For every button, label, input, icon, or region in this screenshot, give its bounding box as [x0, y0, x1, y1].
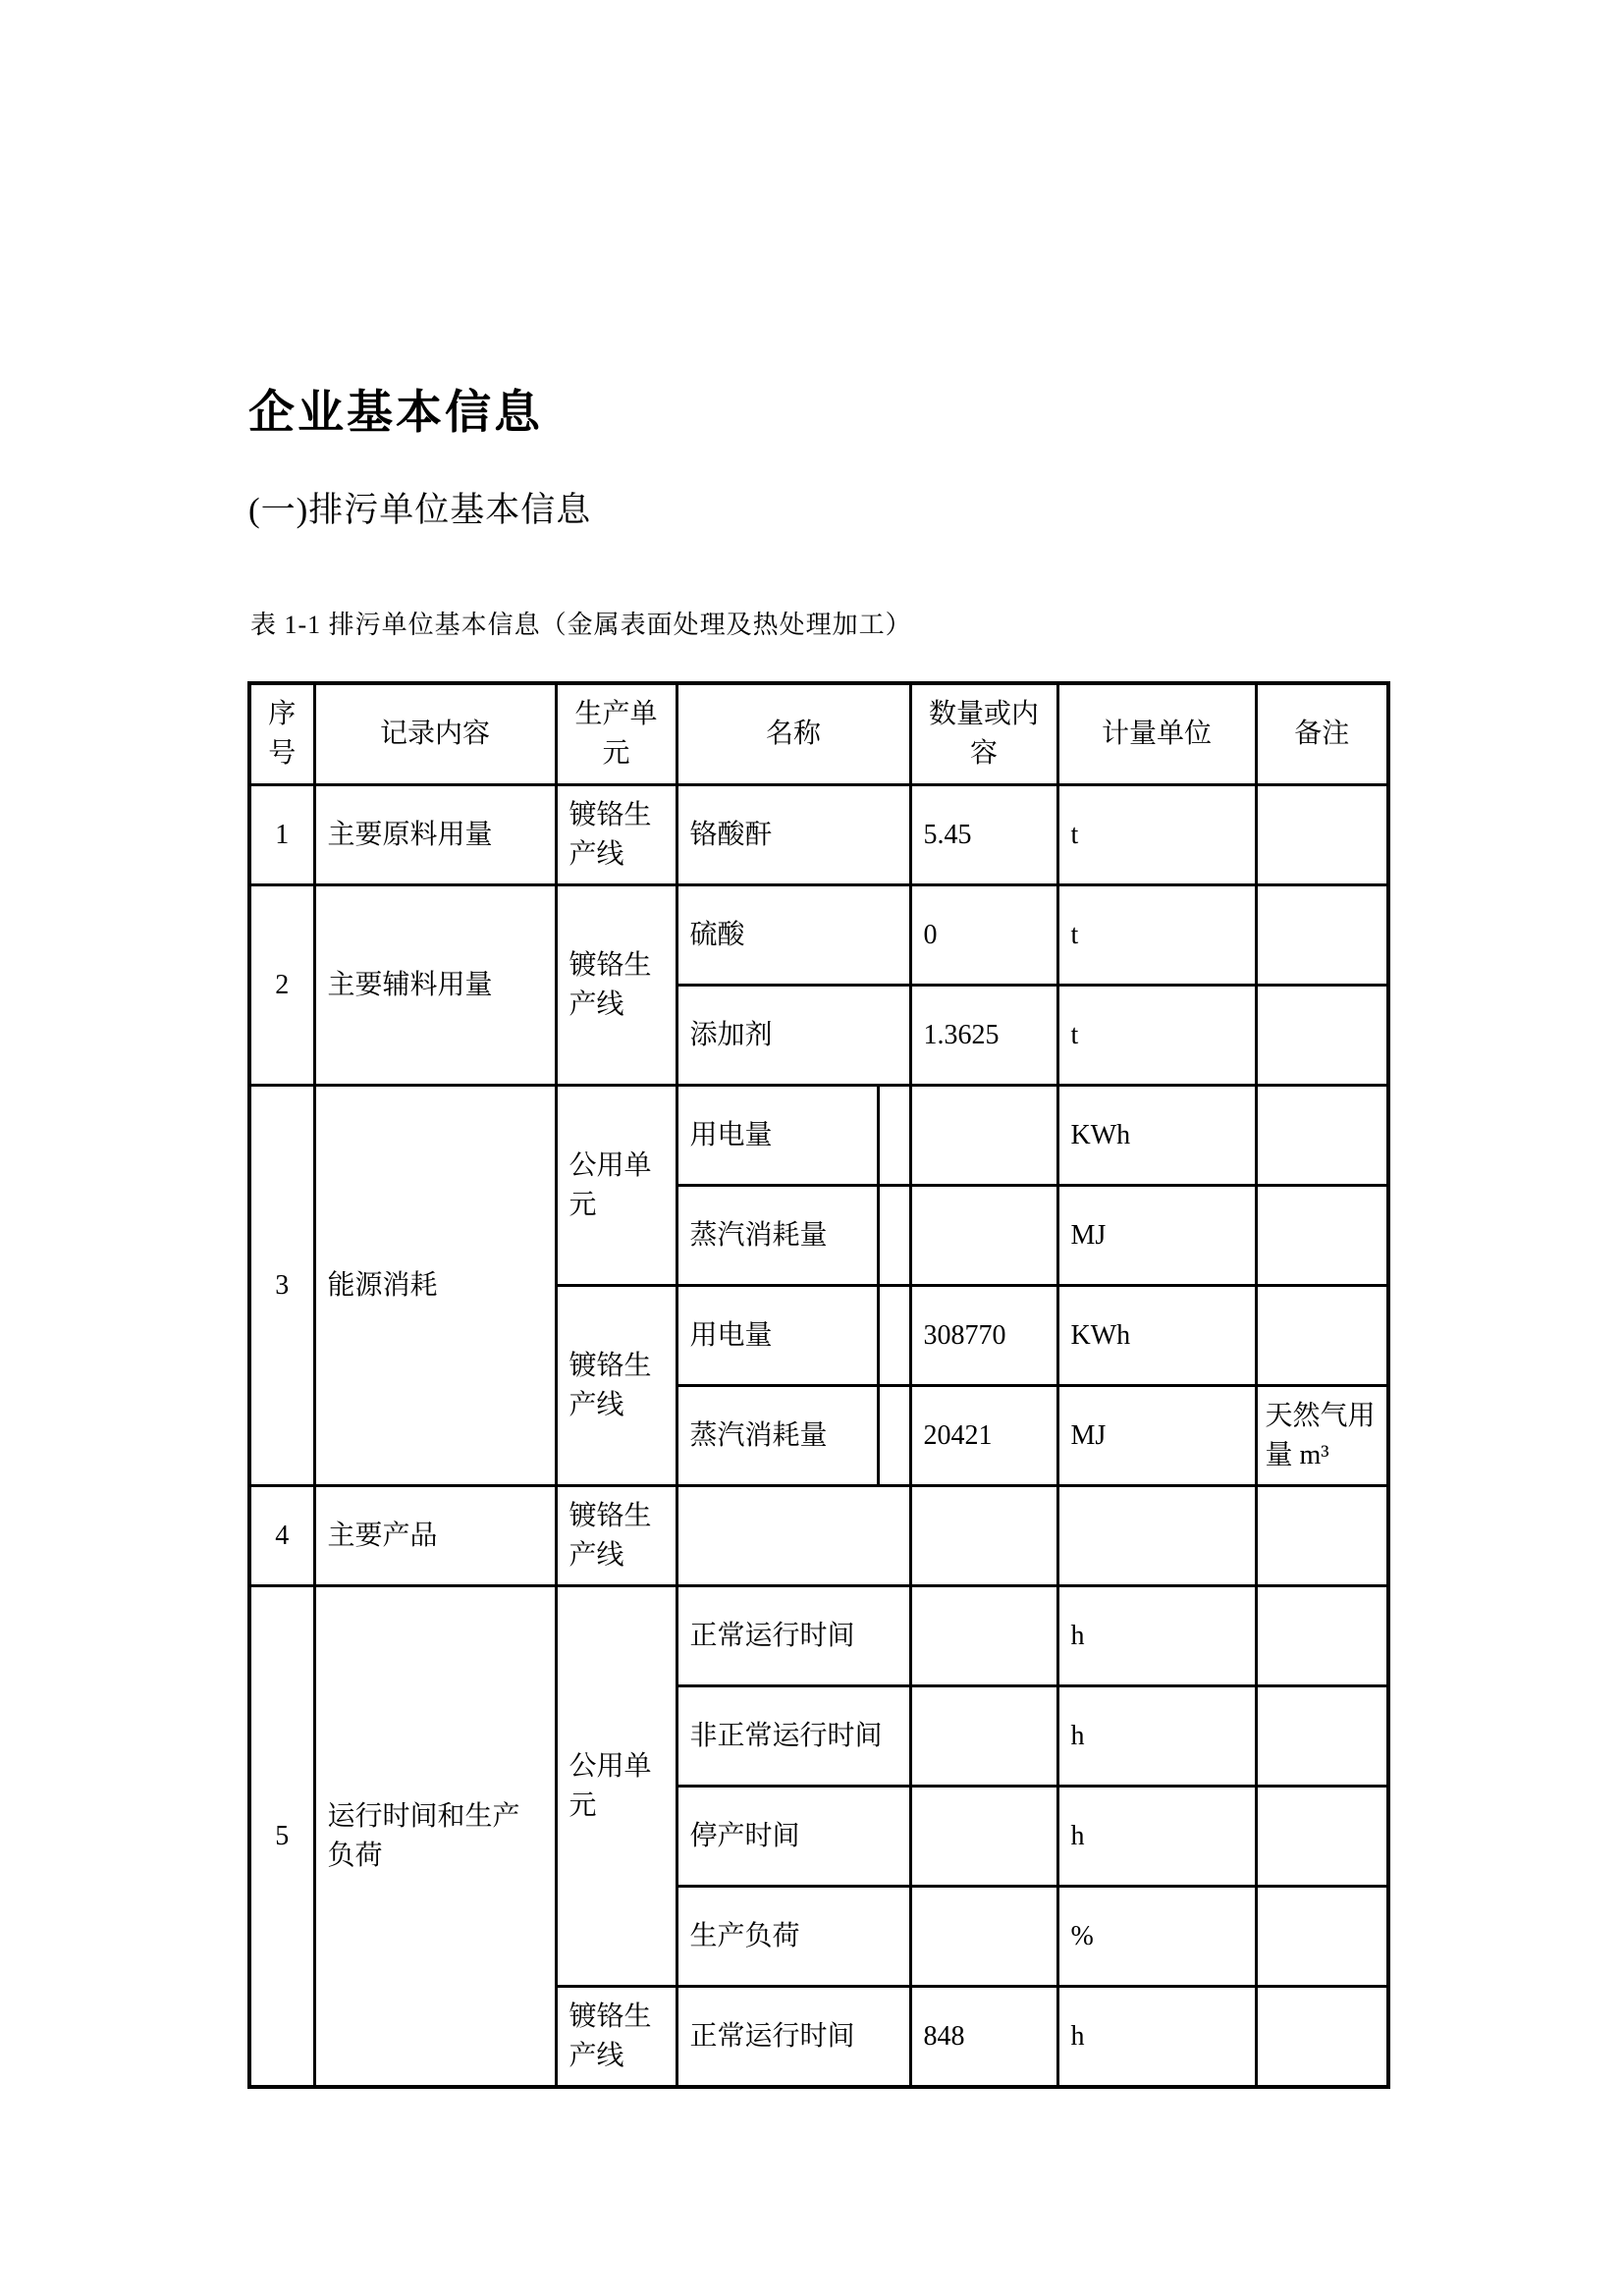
remark-cell: [1256, 785, 1388, 885]
remark-cell: [1256, 1586, 1388, 1686]
table-row: [249, 1086, 1388, 1186]
qty-cell: 0: [910, 885, 1057, 986]
content-cell: 能源消耗: [314, 1086, 556, 1486]
table-row: [249, 1586, 1388, 1686]
remark-cell: [1256, 1286, 1388, 1386]
qty-cell: [910, 1887, 1057, 1987]
content-cell: 运行时间和生产负荷: [314, 1586, 556, 2088]
table-body: [249, 785, 1388, 2088]
qty-cell: [910, 1086, 1057, 1186]
seq-cell: 1: [249, 785, 314, 885]
unit-cell: 公用单元: [556, 1586, 677, 1987]
remark-cell: [1256, 1186, 1388, 1286]
name-cell: 非正常运行时间: [677, 1686, 910, 1787]
table-row: [249, 1486, 1388, 1586]
remark-cell: [1256, 986, 1388, 1086]
measure-cell: h: [1057, 1987, 1256, 2088]
remark-cell: [1256, 1987, 1388, 2088]
name-cell: 用电量: [677, 1286, 878, 1386]
unit-cell: 镀铬生产线: [556, 785, 677, 885]
qty-cell: [910, 1486, 1057, 1586]
unit-cell: 镀铬生产线: [556, 1987, 677, 2088]
unit-cell: 镀铬生产线: [556, 1486, 677, 1586]
name-cell: 正常运行时间: [677, 1586, 910, 1686]
page-title: 企业基本信息: [248, 388, 543, 439]
qty-cell: 848: [910, 1987, 1057, 2088]
qty-cell: 1.3625: [910, 986, 1057, 1086]
seq-cell: 3: [249, 1086, 314, 1486]
table-caption: 表 1-1 排污单位基本信息（金属表面处理及热处理加工）: [250, 611, 912, 639]
col-header-content: 记录内容: [314, 683, 556, 785]
qty-cell: [910, 1586, 1057, 1686]
name-cell: 添加剂: [677, 986, 910, 1086]
qty-cell: 308770: [910, 1286, 1057, 1386]
name-cell: 铬酸酐: [677, 785, 910, 885]
remark-cell: [1256, 1486, 1388, 1586]
qty-cell: [910, 1787, 1057, 1887]
remark-cell: [1256, 1086, 1388, 1186]
content-cell: 主要产品: [314, 1486, 556, 1586]
remark-cell: [1256, 1887, 1388, 1987]
qty-cell: [910, 1686, 1057, 1787]
col-header-remark: 备注: [1256, 683, 1388, 785]
name-spacer-cell: [878, 1286, 910, 1386]
measure-cell: %: [1057, 1887, 1256, 1987]
basic-info-table: [247, 681, 1390, 2089]
name-cell: 硫酸: [677, 885, 910, 986]
col-header-measure: 计量单位: [1057, 683, 1256, 785]
col-header-seq: 序号: [249, 683, 314, 785]
measure-cell: h: [1057, 1586, 1256, 1686]
measure-cell: MJ: [1057, 1386, 1256, 1486]
remark-cell: 天然气用量 m³: [1256, 1386, 1388, 1486]
measure-cell: h: [1057, 1787, 1256, 1887]
content-cell: 主要原料用量: [314, 785, 556, 885]
unit-cell: 镀铬生产线: [556, 885, 677, 1086]
measure-cell: [1057, 1486, 1256, 1586]
remark-cell: [1256, 1787, 1388, 1887]
col-header-unit: 生产单元: [556, 683, 677, 785]
col-header-qty: 数量或内容: [910, 683, 1057, 785]
measure-cell: KWh: [1057, 1086, 1256, 1186]
measure-cell: h: [1057, 1686, 1256, 1787]
table-header-row: [249, 683, 1388, 785]
name-spacer-cell: [878, 1386, 910, 1486]
name-cell: [677, 1486, 910, 1586]
measure-cell: t: [1057, 885, 1256, 986]
seq-cell: 5: [249, 1586, 314, 2088]
name-spacer-cell: [878, 1086, 910, 1186]
name-cell: 用电量: [677, 1086, 878, 1186]
measure-cell: KWh: [1057, 1286, 1256, 1386]
name-cell: 生产负荷: [677, 1887, 910, 1987]
seq-cell: 4: [249, 1486, 314, 1586]
measure-cell: t: [1057, 986, 1256, 1086]
unit-cell: 镀铬生产线: [556, 1286, 677, 1486]
unit-cell: 公用单元: [556, 1086, 677, 1286]
measure-cell: t: [1057, 785, 1256, 885]
table-row: [249, 885, 1388, 986]
name-cell: 停产时间: [677, 1787, 910, 1887]
name-spacer-cell: [878, 1186, 910, 1286]
content-cell: 主要辅料用量: [314, 885, 556, 1086]
section-subtitle: (一)排污单位基本信息: [248, 491, 592, 529]
seq-cell: 2: [249, 885, 314, 1086]
remark-cell: [1256, 885, 1388, 986]
remark-cell: [1256, 1686, 1388, 1787]
qty-cell: 20421: [910, 1386, 1057, 1486]
table-row: [249, 785, 1388, 885]
name-cell: 蒸汽消耗量: [677, 1186, 878, 1286]
name-cell: 蒸汽消耗量: [677, 1386, 878, 1486]
measure-cell: MJ: [1057, 1186, 1256, 1286]
col-header-name: 名称: [677, 683, 910, 785]
qty-cell: [910, 1186, 1057, 1286]
name-cell: 正常运行时间: [677, 1987, 910, 2088]
qty-cell: 5.45: [910, 785, 1057, 885]
